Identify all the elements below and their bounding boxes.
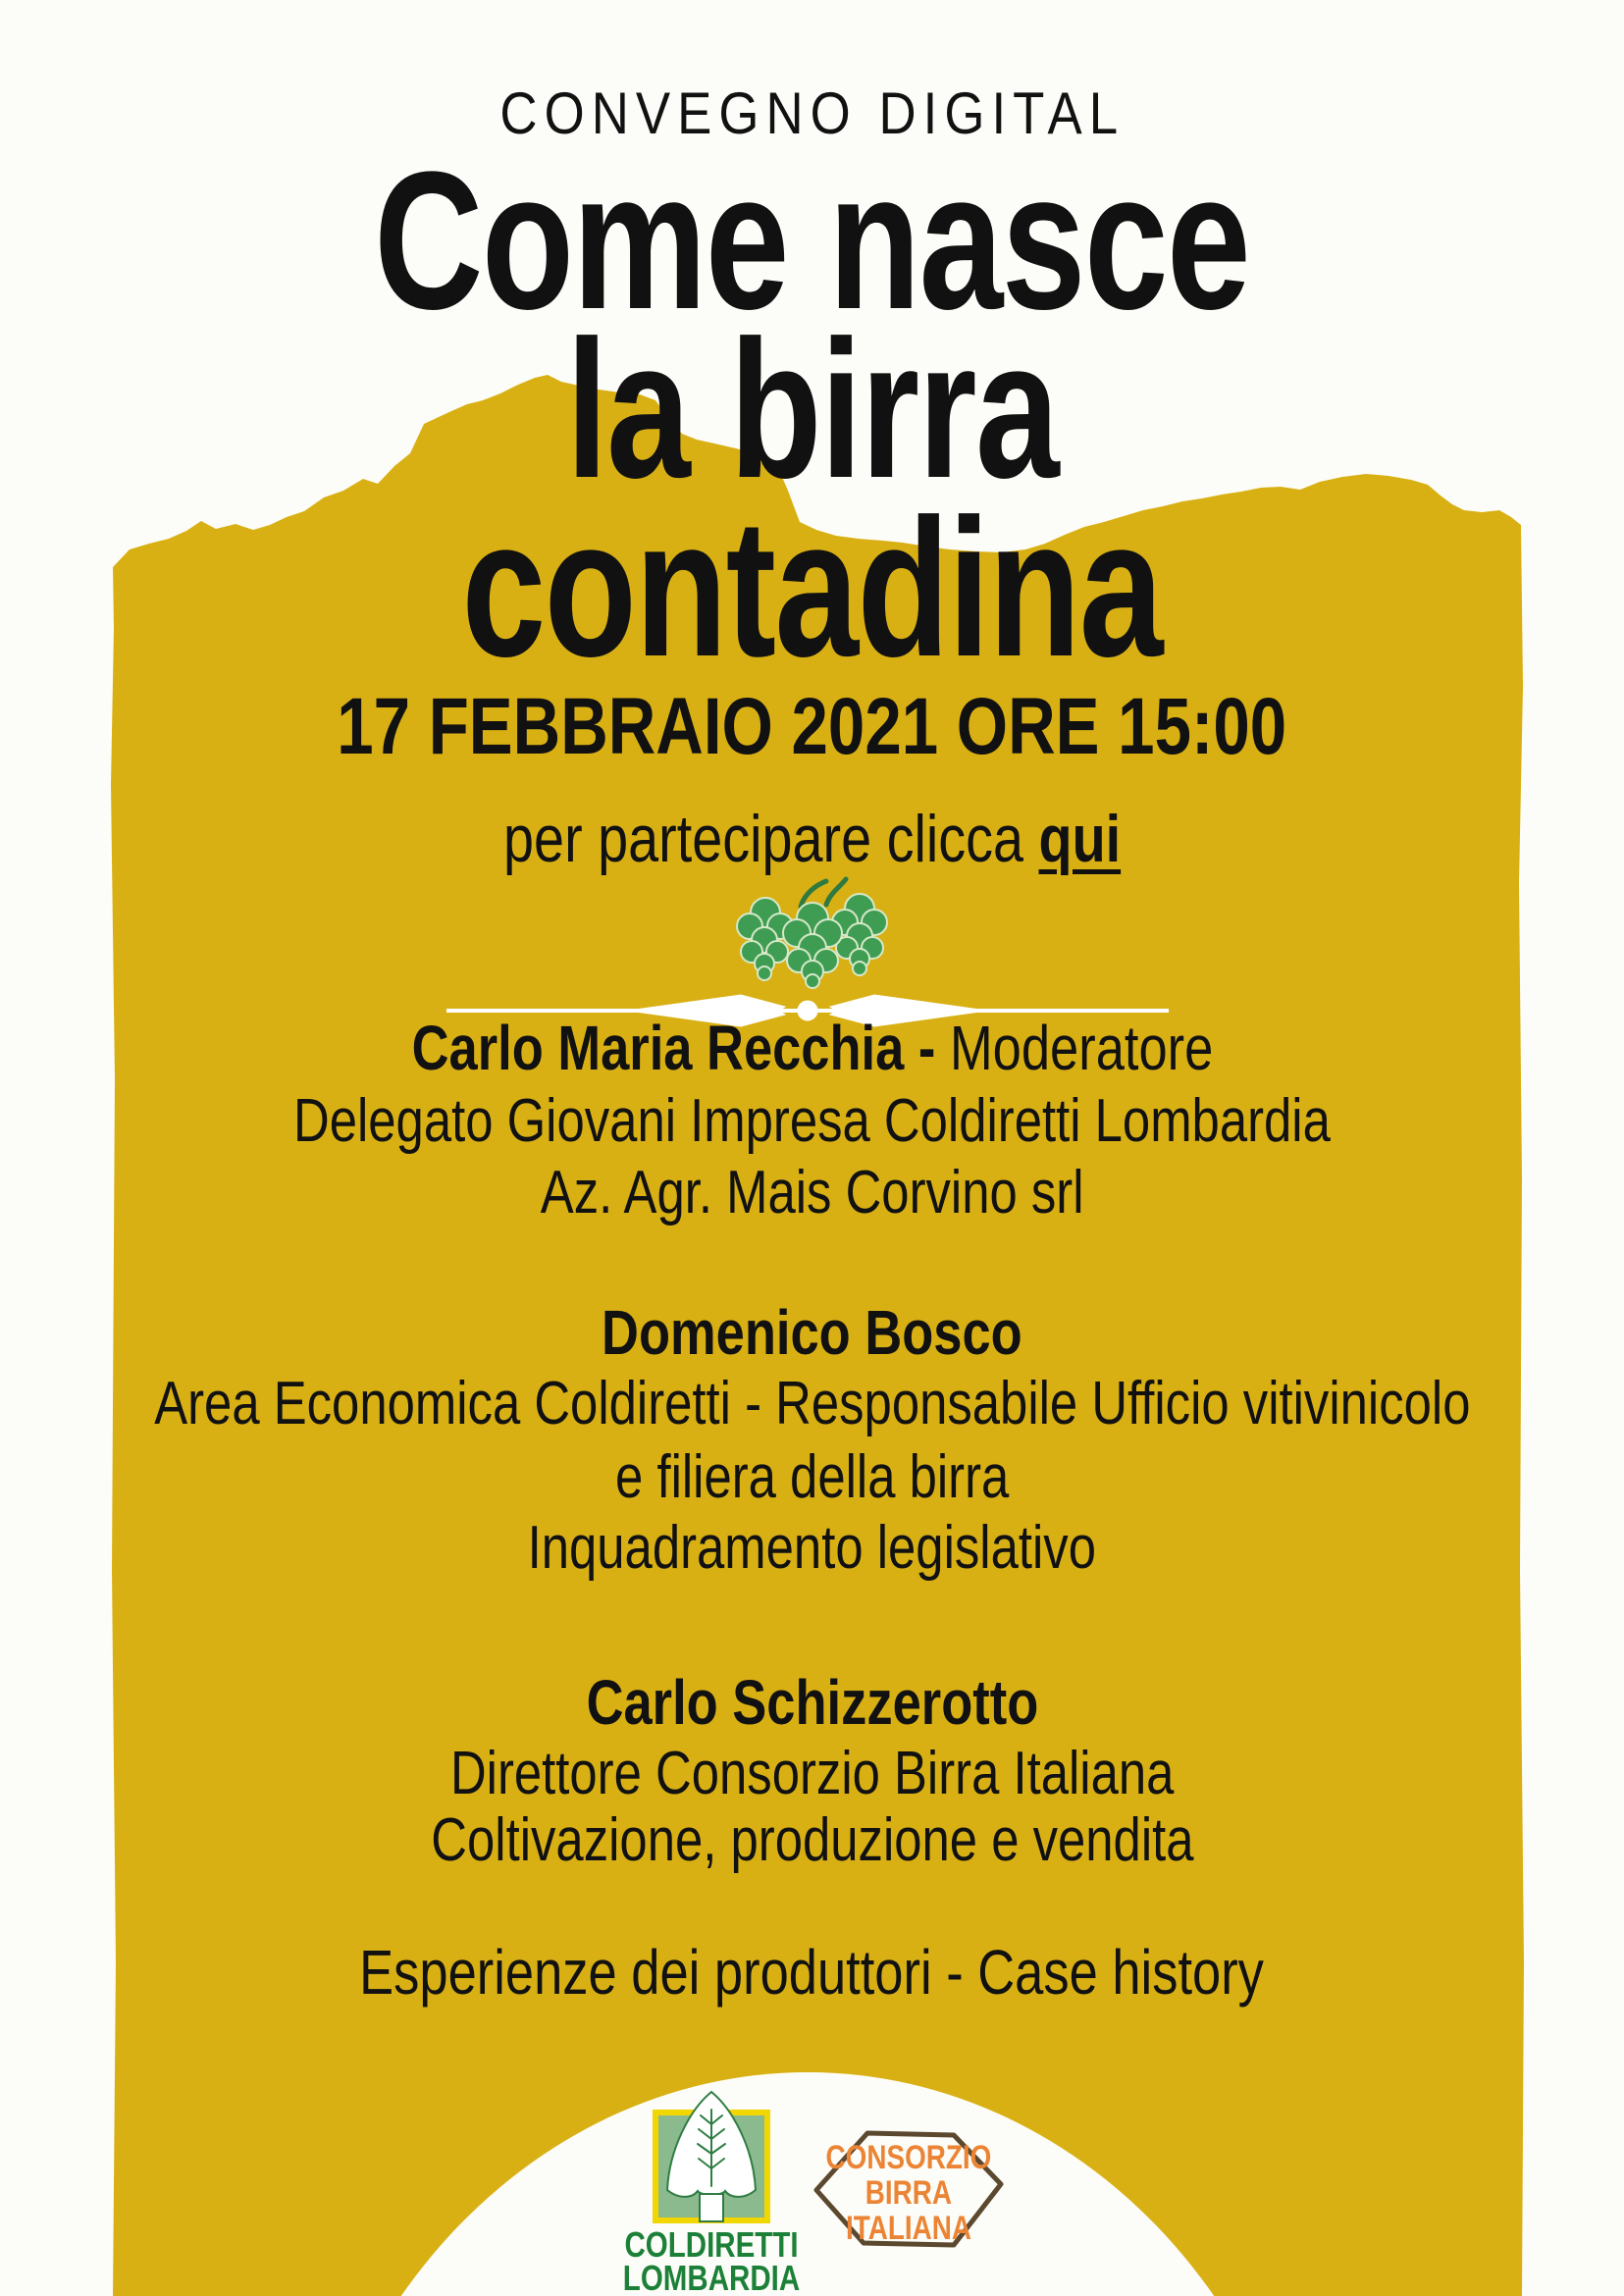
speaker-1-role: Moderatore: [949, 1013, 1213, 1083]
producers-experience-line: Esperienze dei produttori - Case history: [359, 1937, 1265, 2008]
page-title-line-1: Come nasce: [374, 131, 1250, 350]
speaker-1-detail-2: Az. Agr. Mais Corvino srl: [540, 1159, 1084, 1226]
speaker-2-detail-3: Inquadramento legislativo: [527, 1514, 1097, 1582]
consorzio-logo-line-1: CONSORZIO: [825, 2139, 992, 2176]
page-title-line-2: la birra: [565, 300, 1059, 519]
speaker-1-detail-1: Delegato Giovani Impresa Coldiretti Lombardia: [293, 1087, 1331, 1155]
coldiretti-logo-line-2: LOMBARDIA: [622, 2258, 801, 2296]
speaker-3-detail-2: Coltivazione, produzione e vendita: [430, 1806, 1194, 1874]
coldiretti-logo-line-1: COLDIRETTI: [624, 2224, 799, 2265]
consorzio-logo-line-2: BIRRA: [864, 2174, 953, 2212]
speaker-2-name: Domenico Bosco: [602, 1297, 1022, 1368]
event-datetime: 17 FEBBRAIO 2021 ORE 15:00: [337, 682, 1287, 771]
speaker-3-name: Carlo Schizzerotto: [586, 1667, 1038, 1738]
speaker-1-name: Carlo Maria Recchia - Moderatore: [411, 1013, 1213, 1083]
consorzio-logo-line-3: ITALIANA: [845, 2210, 972, 2247]
participate-link[interactable]: qui: [1038, 802, 1122, 876]
speaker-3-detail-1: Direttore Consorzio Birra Italiana: [449, 1740, 1175, 1807]
eyebrow-label: CONVEGNO DIGITAL: [499, 80, 1125, 146]
speaker-2-detail-2: e filiera della birra: [614, 1443, 1010, 1511]
page-title-line-3: contadina: [461, 479, 1163, 698]
participate-line: [0, 802, 1624, 876]
participate-text: per partecipare clicca: [502, 802, 1039, 876]
speaker-2-detail-1: Area Economica Coldiretti - Responsabile Ufficio vitivinicolo: [153, 1370, 1471, 1437]
